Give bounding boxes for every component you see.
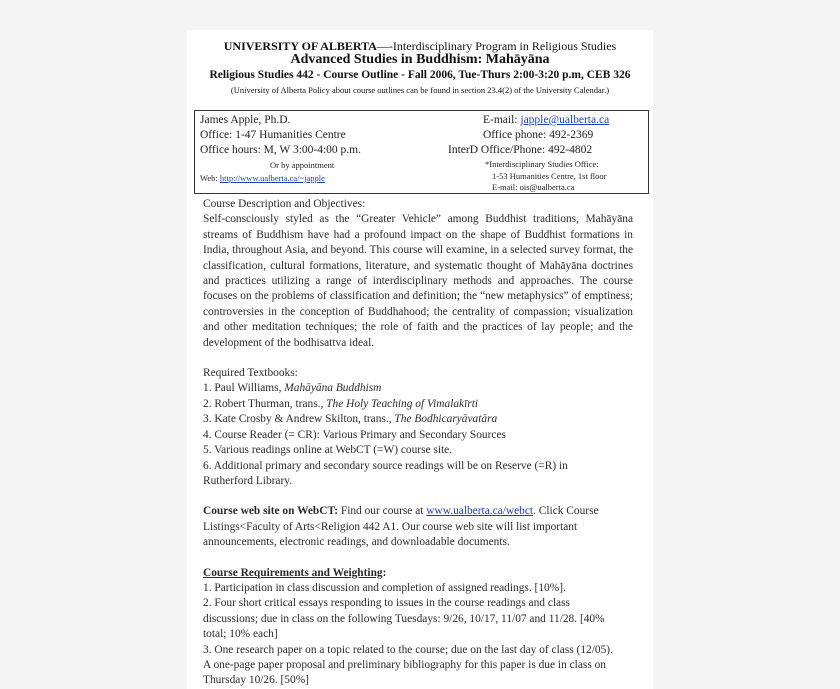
interd-location: 1-53 Humanities Centre, 1st floor <box>492 171 607 181</box>
textbook-item <box>203 412 633 427</box>
instructor-name: James Apple, Ph.D. <box>200 114 291 126</box>
email-label: E-mail: <box>483 114 521 126</box>
university-name: UNIVERSITY OF ALBERTA <box>223 39 377 53</box>
textbook-item: 4. Course Reader (= CR): Various Primary and Secondary Sources <box>203 428 506 441</box>
requirement-line: 3. One research paper on a topic related to the course; due on the last day of class (12/05). <box>203 643 613 656</box>
webct-text: Find our course at <box>338 505 427 518</box>
requirement-line: A one-page paper proposal and preliminary bibliography for this paper is due in class on <box>203 658 606 671</box>
textbook-item <box>203 397 633 412</box>
email-link[interactable]: japple@ualberta.ca <box>520 114 610 126</box>
webct-line <box>203 504 633 519</box>
email-line <box>483 114 609 126</box>
web-label: Web: <box>200 173 220 183</box>
textbook-item: 6. Additional primary and secondary source readings will be on Reserve (=R) in <box>203 459 568 472</box>
web-line <box>200 173 325 183</box>
main-content <box>203 197 633 689</box>
textbook-author: 1. Paul Williams, <box>203 382 285 395</box>
textbook-item: 5. Various readings online at WebCT (=W) course site. <box>203 444 453 457</box>
document-page <box>187 30 653 689</box>
requirement-line: total; 10% each] <box>203 628 278 641</box>
webct-label: Course web site on WebCT: <box>203 505 339 518</box>
office-phone: Office phone: 492-2369 <box>483 129 594 141</box>
requirement-line: 1. Participation in class discussion and completion of assigned readings. [10%]. <box>203 581 566 594</box>
description-heading: Course Description and Objectives: <box>203 198 366 210</box>
requirements-heading-text: Course Requirements and Weighting <box>203 566 383 579</box>
course-info-line: Religious Studies 442 - Course Outline - Fall 2006, Tue-Thurs 2:00-3:20 p.m, CEB 326 <box>209 69 631 81</box>
textbook-title: Mahāyāna Buddhism <box>284 382 382 395</box>
textbook-item-continued: Rutherford Library. <box>203 474 293 487</box>
interd-phone: InterD Office/Phone: 492-4802 <box>448 144 593 156</box>
textbook-title: The Holy Teaching of Vimalakīrti <box>326 397 479 410</box>
textbook-item <box>203 381 633 396</box>
webct-line: announcements, electronic readings, and downloadable documents. <box>203 536 510 549</box>
requirements-colon: : <box>382 566 387 579</box>
interd-email: E-mail: ois@ualberta.ca <box>492 182 575 192</box>
web-link[interactable]: http://www.ualberta.ca/~japple <box>219 173 325 183</box>
webct-text: . Click Course <box>533 505 599 518</box>
webct-link[interactable]: www.ualberta.ca/webct <box>426 505 534 518</box>
contact-box <box>194 110 649 194</box>
appointment-note: Or by appointment <box>270 160 335 170</box>
textbook-author: 2. Robert Thurman, trans., <box>203 397 327 410</box>
description-paragraph: Self-consciously styled as the “Greater Vehicle” among Buddhist traditions, Mahāyāna streams of Buddhism have had a profound impact on the shape of Buddhist formations in India, throughout Asia, and beyond. This course will examine, in a selected survey format, the classification, cultural formations, literature, and systematic thought of Mahāyāna doctrines and practices utilizing a range of interdisciplinary methods and approaches. The course focuses on the problems of classification and definition; the “new metaphysics” of emptiness; controversies in the conception of Buddhahood; the centrality of compassion; visualization and other meditation techniques; the role of faith and the practices of lay people; and the development of the bodhisattva ideal. <box>203 213 633 349</box>
textbooks-heading: Required Textbooks: <box>203 367 298 380</box>
requirements-heading <box>203 566 633 581</box>
course-title: Advanced Studies in Buddhism: Mahāyāna <box>290 52 550 67</box>
textbook-author: 3. Kate Crosby & Andrew Skilton, trans., <box>203 413 395 426</box>
requirement-line: discussions; due in class on the following Tuesdays: 9/26, 10/17, 11/07 and 11/28. [40% <box>203 612 605 625</box>
webct-line: Listings<Faculty of Arts<Religion 442 A1. Our course web site will list important <box>203 520 578 533</box>
program-name: —-Interdisciplinary Program in Religious Studies <box>376 39 617 53</box>
office-location: Office: 1-47 Humanities Centre <box>200 129 346 141</box>
textbook-title: The Bodhicaryāvatāra <box>394 413 498 426</box>
policy-note: (University of Alberta Policy about course outlines can be found in section 23.4(2) of the University Calendar.) <box>230 85 610 95</box>
interd-office: *Interdisciplinary Studies Office: <box>485 159 599 169</box>
requirement-line: Thursday 10/26. [50%] <box>203 674 309 687</box>
requirement-line: 2. Four short critical essays responding to issues in the course readings and class <box>203 597 570 610</box>
office-hours: Office hours: M, W 3:00-4:00 p.m. <box>200 144 361 156</box>
